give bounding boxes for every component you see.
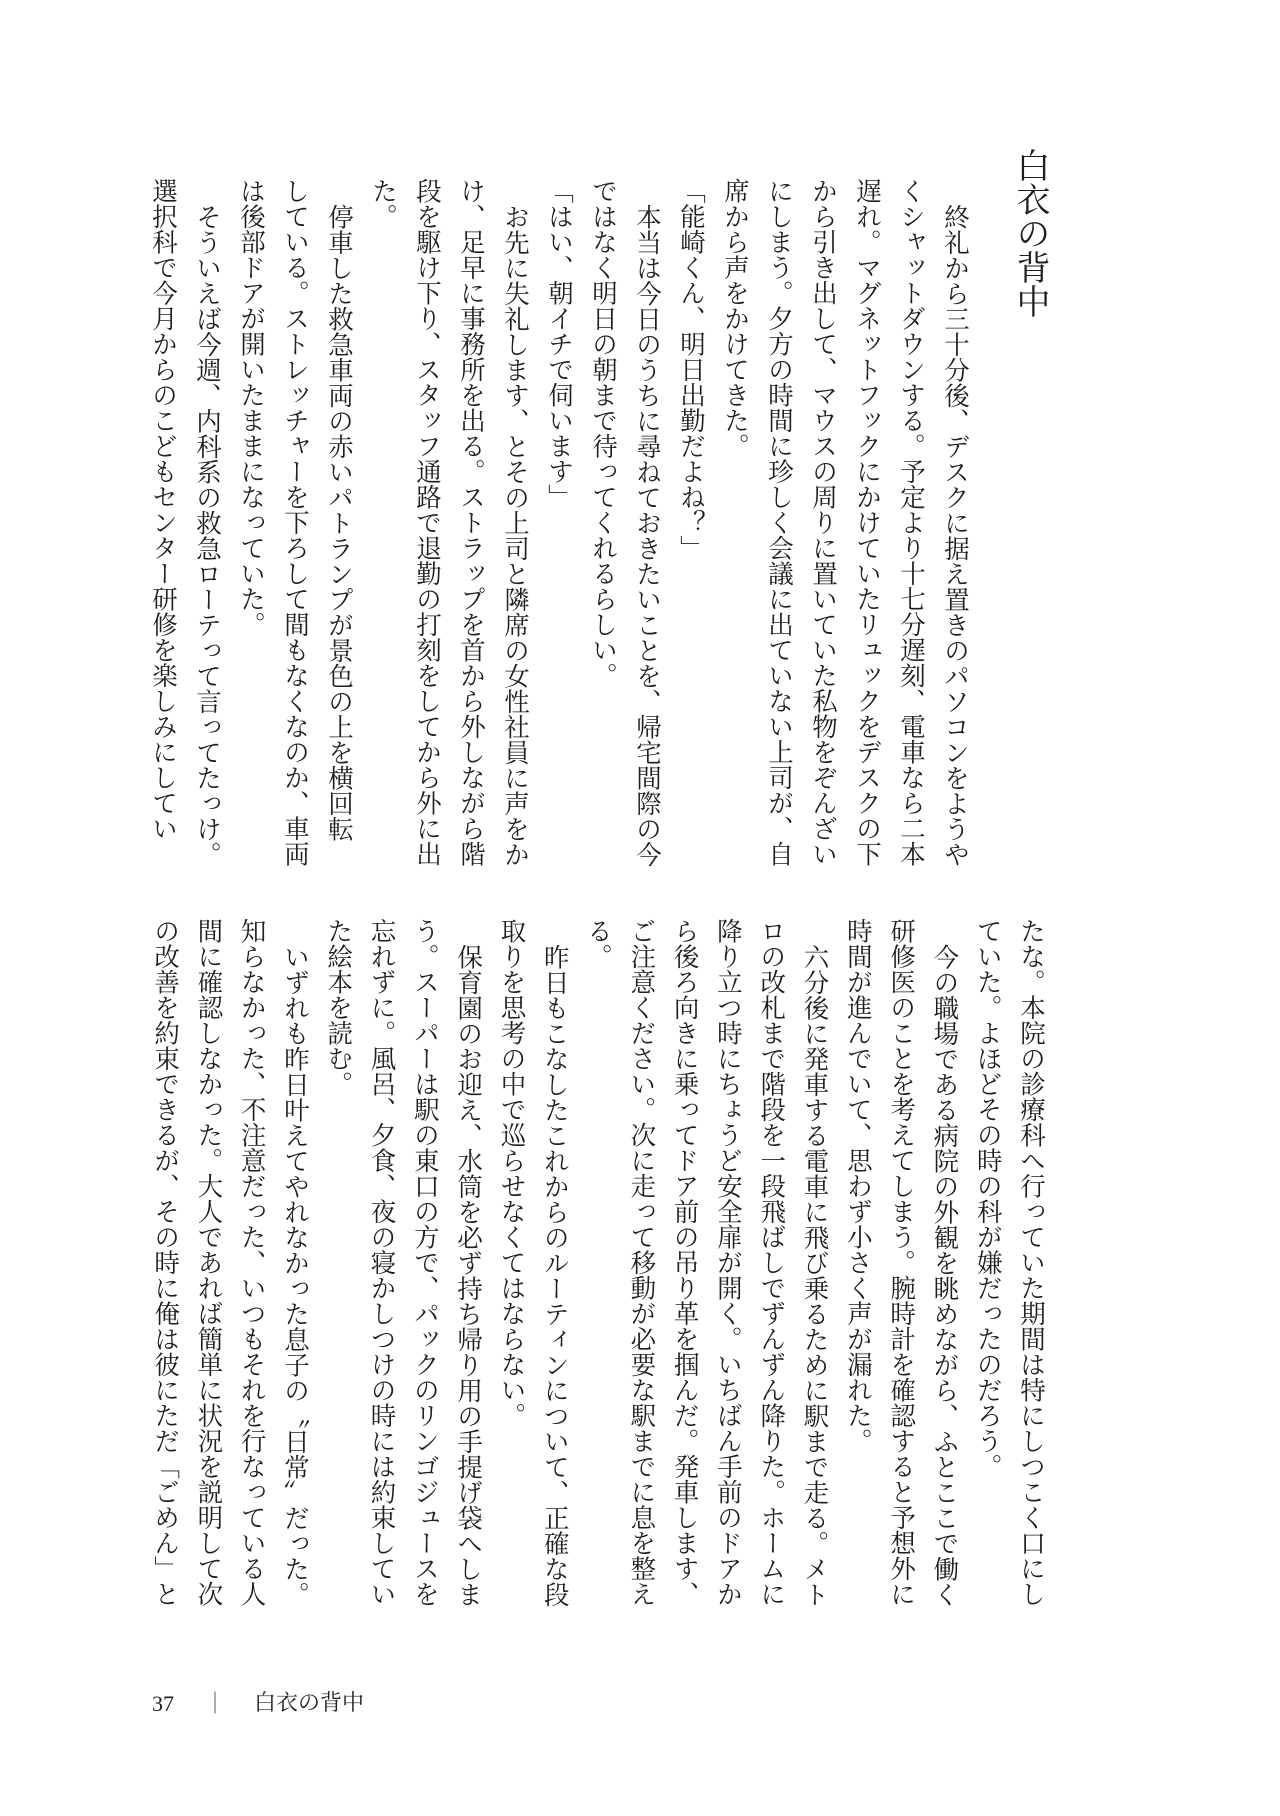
- text-column: 昨日もこなしたこれからのルーティンについて、正確な段: [539, 943, 570, 1607]
- text-column: ご注意ください。次に走って移動が必要な駅までに息を整え: [626, 918, 657, 1607]
- page-footer: [152, 1690, 364, 1718]
- footer-separator: ｜: [204, 1691, 227, 1716]
- text-column: 保育園のお迎え、水筒を必ず持ち帰り用の手提げ袋へしま: [453, 943, 484, 1607]
- text-column: 忘れずに。風呂、夕食、夜の寝かしつけの時には約束してい: [366, 918, 397, 1607]
- text-column: 六分後に発車する電車に飛び乗るために駅まで走る。メト: [799, 943, 830, 1607]
- text-column: け、足早に事務所を出る。ストラップを首から外しながら階: [456, 178, 486, 867]
- text-column: 終礼から三十分後、デスクに据え置きのパソコンをようや: [940, 203, 970, 867]
- text-column: 知らなかった、不注意だった、いつもそれを行なっている人: [236, 918, 267, 1607]
- text-column: の改善を約束できるが、その時に俺は彼にただ「ごめん」と: [150, 918, 181, 1607]
- running-title: 白衣の背中: [254, 1691, 365, 1716]
- text-column: いずれも昨日叶えてやれなかった息子の〝日常〟だった。: [279, 943, 310, 1607]
- text-column: ではなく明日の朝まで待ってくれるらしい。: [588, 178, 618, 688]
- text-column: 選択科で今月からのこどもセンター研修を楽しみにしてい: [148, 178, 178, 841]
- page-number: 37: [152, 1691, 174, 1716]
- text-column: 本当は今日のうちに尋ねておきたいことを、帰宅間際の今: [632, 203, 662, 867]
- text-column: そういえば今週、内科系の救急ローテって言ってたっけ。: [192, 203, 222, 867]
- bottom-text-block: [143, 918, 1052, 1618]
- text-column: している。ストレッチャーを下ろして間もなくなのか、車両: [280, 178, 310, 867]
- text-column: 「はい、朝イチで伺います」: [544, 178, 574, 510]
- text-column: 「能崎くん、明日出勤だよね？」: [676, 178, 706, 561]
- text-column: 席から声をかけてきた。: [720, 178, 750, 459]
- text-column: 遅れ。マグネットフックにかけていたリュックをデスクの下: [852, 178, 882, 867]
- text-column: にしまう。夕方の時間に珍しく会議に出ていない上司が、自: [764, 178, 794, 867]
- text-column: 時間が進んでいて、思わず小さく声が漏れた。: [842, 918, 873, 1454]
- text-column: 間に確認しなかった。大人であれば簡単に状況を説明して次: [193, 918, 224, 1607]
- text-column: う。スーパーは駅の東口の方で、パックのリンゴジュースを: [409, 918, 440, 1607]
- text-column: は後部ドアが開いたままになっていた。: [236, 178, 266, 637]
- text-column: ら後ろ向きに乗ってドア前の吊り革を掴んだ。発車します、: [669, 918, 700, 1607]
- text-column: た絵本を読む。: [323, 918, 354, 1097]
- chapter-title: 白衣の背中: [1010, 148, 1050, 318]
- text-column: 段を駆け下り、スタッフ通路で退勤の打刻をしてから外に出: [412, 178, 442, 867]
- text-column: 取りを思考の中で巡らせなくてはならない。: [496, 918, 527, 1428]
- top-text-block: [141, 178, 977, 878]
- text-column: 今の職場である病院の外観を眺めながら、ふとここで働く: [929, 943, 960, 1607]
- text-column: 降り立つ時にちょうど安全扉が開く。いちばん手前のドアか: [712, 918, 743, 1607]
- text-column: 研修医のことを考えてしまう。腕時計を確認すると予想外に: [886, 918, 917, 1607]
- text-column: たな。本院の診療科へ行っていた期間は特にしつこく口にし: [1016, 918, 1046, 1607]
- text-column: くシャットダウンする。予定より十七分遅刻、電車なら二本: [896, 178, 926, 867]
- text-column: ロの改札まで階段を一段飛ばしでずんずん降りた。ホームに: [756, 918, 787, 1607]
- text-column: る。: [583, 918, 614, 969]
- text-column: た。: [368, 178, 398, 229]
- text-column: 停車した救急車両の赤いパトランプが景色の上を横回転: [324, 203, 354, 841]
- text-column: ていた。よほどその時の科が嫌だったのだろう。: [972, 918, 1003, 1479]
- text-column: お先に失礼します、とその上司と隣席の女性社員に声をか: [500, 203, 530, 867]
- text-column: から引き出して、マウスの周りに置いていた私物をぞんざい: [808, 178, 838, 867]
